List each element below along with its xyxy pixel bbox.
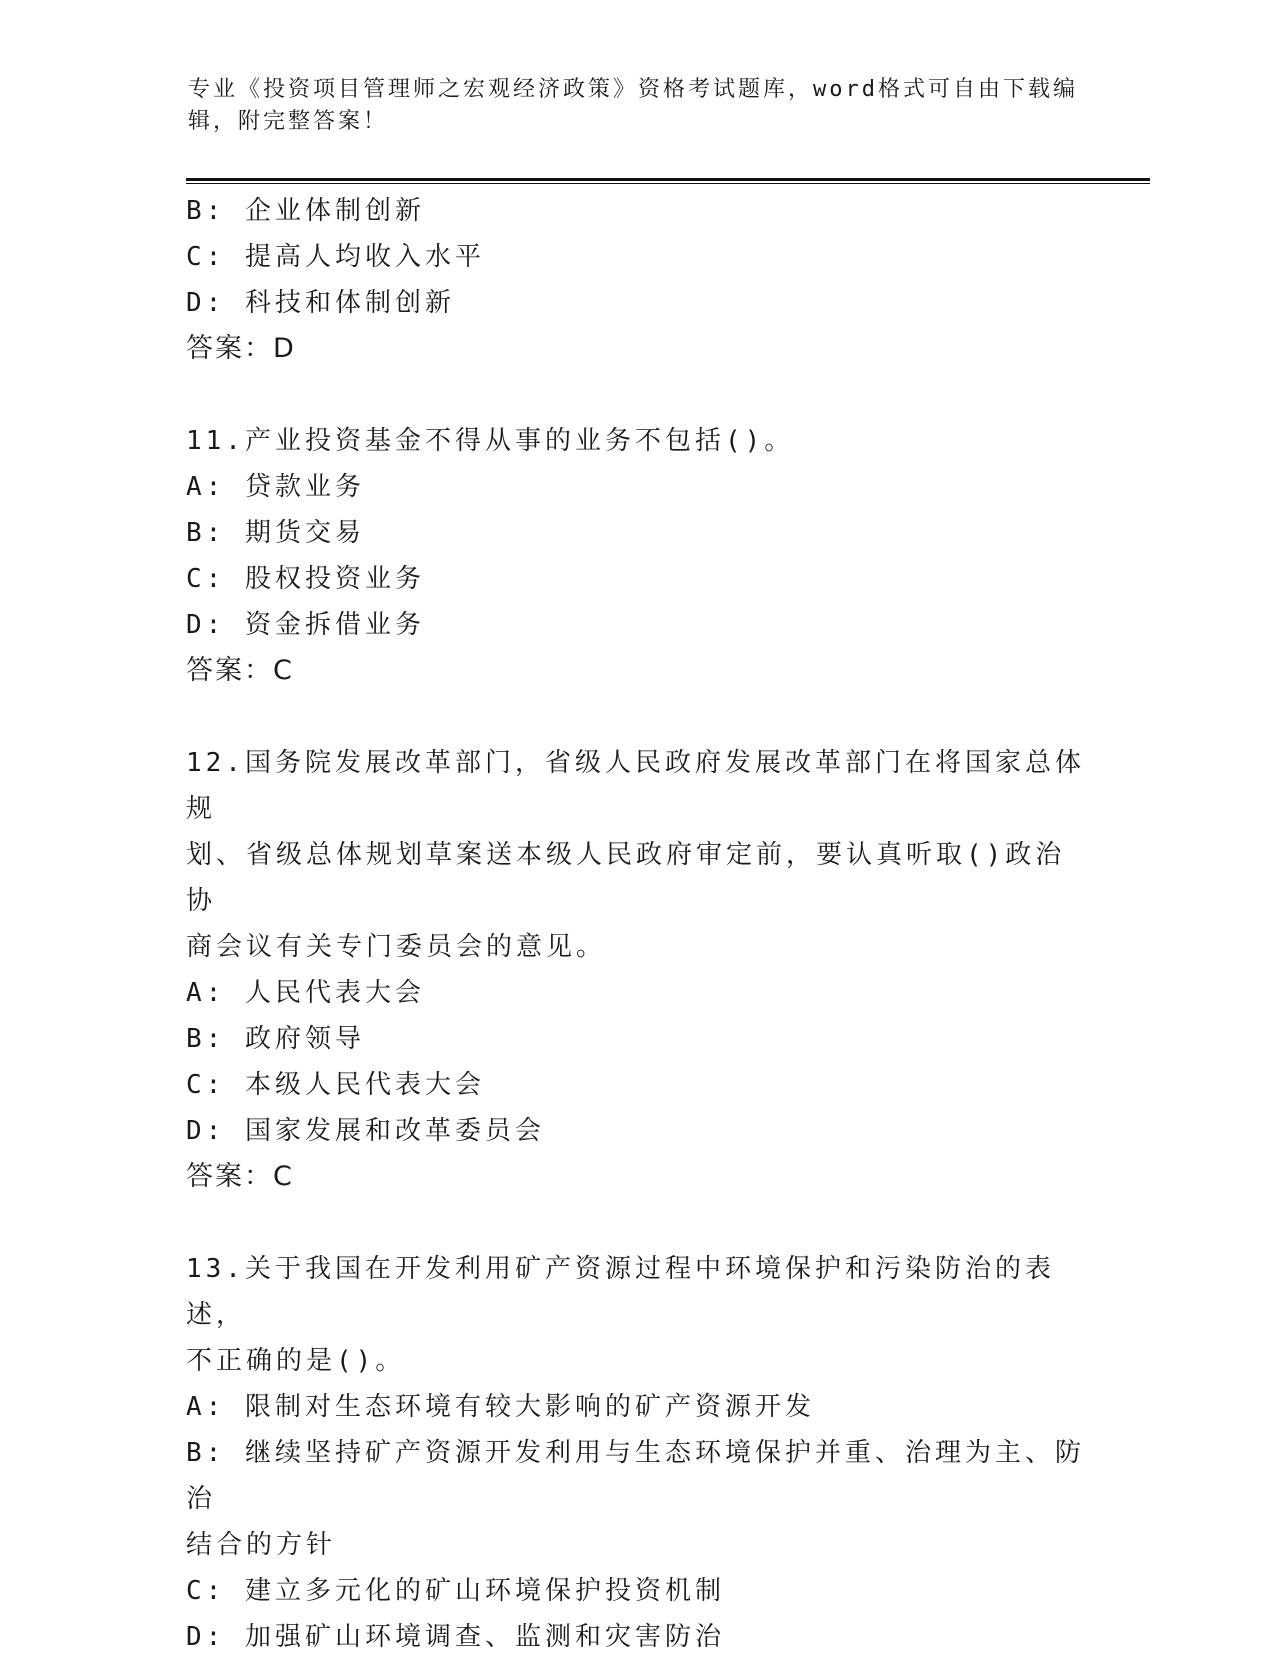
continued-question [186,188,1086,372]
question-stem-cont: 不正确的是()。 [186,1346,406,1376]
question-11 [186,418,1086,694]
question-12 [186,740,1086,1200]
option-c: C: 提高人均收入水平 [186,242,485,272]
option-b: B: 企业体制创新 [186,196,425,226]
option-b: B: 期货交易 [186,518,365,548]
answer-text: 答案：C [186,1161,294,1192]
header-rule-thick [186,178,1150,181]
option-a: A: 人民代表大会 [186,978,425,1008]
option-c: C: 建立多元化的矿山环境保护投资机制 [186,1576,725,1606]
question-stem: 12.国务院发展改革部门，省级人民政府发展改革部门在将国家总体规 [186,748,1085,824]
document-body [186,188,1086,1660]
option-c: C: 本级人民代表大会 [186,1070,485,1100]
option-b: B: 继续坚持矿产资源开发利用与生态环境保护并重、治理为主、防治 [186,1438,1085,1514]
option-b: B: 政府领导 [186,1024,365,1054]
option-b-cont: 结合的方针 [186,1530,337,1560]
answer-text: 答案：D [186,333,296,364]
question-stem: 11.产业投资基金不得从事的业务不包括()。 [186,426,795,456]
question-13 [186,1246,1086,1660]
option-d: D: 国家发展和改革委员会 [186,1116,545,1146]
option-d: D: 加强矿山环境调查、监测和灾害防治 [186,1622,725,1652]
option-a: A: 贷款业务 [186,472,365,502]
document-header: 专业《投资项目管理师之宏观经济政策》资格考试题库，word格式可自由下载编辑，附完整答案！ [188,77,1078,134]
question-stem-cont: 划、省级总体规划草案送本级人民政府审定前，要认真听取()政治协 [186,840,1066,916]
answer-text: 答案：C [186,655,294,686]
option-c: C: 股权投资业务 [186,564,425,594]
header-rule-thin [186,183,1150,184]
option-d: D: 资金拆借业务 [186,610,425,640]
question-stem-cont: 商会议有关专门委员会的意见。 [186,932,607,962]
question-stem: 13.关于我国在开发利用矿产资源过程中环境保护和污染防治的表述， [186,1254,1055,1330]
option-a: A: 限制对生态环境有较大影响的矿产资源开发 [186,1392,815,1422]
option-d: D: 科技和体制创新 [186,288,455,318]
